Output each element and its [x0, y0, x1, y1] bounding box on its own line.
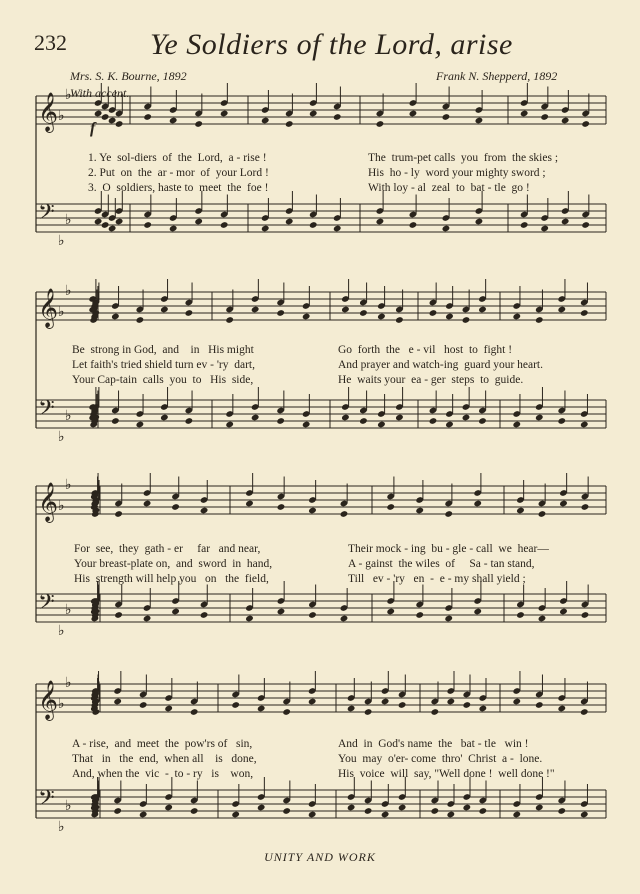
lyric-s2-v1-right: Go forth the e - vil host to fight !	[338, 344, 513, 356]
note-head	[245, 500, 254, 508]
note-head	[398, 804, 407, 812]
note-head	[540, 113, 549, 121]
note-head	[115, 218, 124, 226]
lyric-s2-v2-left: Let faith's tried shield turn ev - 'ry dart,	[72, 359, 255, 371]
note-head	[430, 708, 439, 716]
note-head	[139, 811, 148, 819]
tempo-marking: With accent.	[70, 86, 130, 100]
note-head	[409, 221, 418, 229]
note-head	[257, 705, 266, 713]
lyric-s3-v3-left: His strength will help you on the field,	[74, 573, 269, 585]
note-head	[302, 313, 311, 321]
note-head	[557, 705, 566, 713]
note-head	[475, 117, 484, 125]
note-head	[276, 309, 285, 317]
flat-sign: ♭	[65, 88, 72, 103]
note-head	[251, 414, 260, 422]
lyric-s1-v1-right: The trum-pet calls you from the skies ;	[368, 152, 559, 164]
note-head	[364, 807, 373, 815]
hymn-title: Ye Soldiers of the Lord, arise	[150, 28, 513, 61]
lyric-s4-v1-right: And in God's name the bat - tle win !	[338, 738, 529, 750]
flat-sign: ♭	[65, 676, 72, 691]
note-head	[538, 510, 547, 518]
lyric-s4-v2-left: That in the end, when all is done,	[72, 753, 257, 765]
note-head	[429, 417, 438, 425]
lyric-s4-v3-right: His voice will say, "Well done ! well done !"	[338, 768, 555, 780]
note-head	[386, 503, 395, 511]
lyric-s1-v1-left: 1. Ye sol-diers of the Lord, a - rise !	[88, 152, 267, 164]
note-head	[136, 421, 145, 429]
note-head	[580, 811, 589, 819]
flat-sign: ♭	[65, 213, 72, 228]
note-head	[194, 218, 203, 226]
note-head	[347, 804, 356, 812]
lyric-s4-v1-left: A - rise, and meet the pow'rs of sin,	[72, 738, 253, 750]
dynamic-marking: f	[90, 120, 96, 137]
note-head	[381, 811, 390, 819]
note-head	[512, 313, 521, 321]
note-head	[535, 701, 544, 709]
note-head	[520, 221, 529, 229]
flat-sign: ♭	[58, 697, 65, 712]
lyric-s3-v3-right: Till ev - 'ry en - e - my shall yield ;	[348, 573, 526, 585]
note-head	[462, 316, 471, 324]
note-head	[409, 110, 418, 118]
note-head	[478, 417, 487, 425]
note-head	[580, 421, 589, 429]
treble-clef: 𝄞	[38, 288, 59, 328]
note-head	[94, 218, 103, 226]
note-head	[442, 113, 451, 121]
note-head	[309, 110, 318, 118]
note-head	[261, 225, 270, 233]
note-head	[251, 306, 260, 314]
note-head	[276, 417, 285, 425]
note-head	[111, 313, 120, 321]
bass-clef: 𝄢	[38, 786, 55, 816]
note-head	[160, 306, 169, 314]
footer-section-title: UNITY AND WORK	[264, 850, 376, 864]
lyric-s3-v2-left: Your breast-plate on, and sword in hand,	[74, 558, 273, 570]
note-head	[340, 615, 349, 623]
flat-sign: ♭	[58, 624, 65, 639]
flat-sign: ♭	[58, 430, 65, 445]
note-head	[282, 807, 291, 815]
treble-clef: 𝄞	[38, 680, 59, 720]
note-head	[143, 615, 152, 623]
note-head	[171, 608, 180, 616]
treble-clef: 𝄞	[38, 92, 59, 132]
lyric-s4-v3-left: And, when the vic - to - ry is won,	[72, 768, 254, 780]
note-head	[194, 120, 203, 128]
note-head	[381, 698, 390, 706]
lyric-s1-v2-right: His ho - ly word your mighty sword ;	[368, 167, 546, 179]
flat-sign: ♭	[65, 409, 72, 424]
note-head	[101, 113, 110, 121]
note-head	[169, 117, 178, 125]
lyric-s3-v1-right: Their mock - ing bu - gle - call we hear—	[348, 543, 549, 555]
lyric-s4-v2-right: You may o'er- come thro' Christ a - lone.	[338, 753, 543, 765]
note-head	[108, 225, 117, 233]
note-head	[580, 708, 589, 716]
note-head	[285, 120, 294, 128]
note-head	[185, 417, 194, 425]
flat-sign: ♭	[65, 603, 72, 618]
note-head	[557, 807, 566, 815]
note-head	[113, 698, 122, 706]
note-head	[512, 811, 521, 819]
note-head	[200, 507, 209, 515]
note-head	[341, 306, 350, 314]
note-head	[308, 698, 317, 706]
note-head	[341, 414, 350, 422]
note-head	[478, 306, 487, 314]
note-head	[114, 611, 123, 619]
note-head	[445, 421, 454, 429]
bass-clef: 𝄢	[38, 590, 55, 620]
note-head	[302, 421, 311, 429]
note-head	[94, 110, 103, 118]
note-head	[377, 421, 386, 429]
note-head	[108, 117, 117, 125]
note-head	[478, 705, 487, 713]
bass-clef: 𝄢	[38, 396, 55, 426]
note-head	[557, 417, 566, 425]
note-head	[430, 807, 439, 815]
note-head	[473, 608, 482, 616]
note-head	[535, 414, 544, 422]
note-head	[231, 701, 240, 709]
note-head	[308, 507, 317, 515]
note-head	[561, 218, 570, 226]
note-head	[231, 811, 240, 819]
note-head	[462, 701, 471, 709]
words-credit: Mrs. S. K. Bourne, 1892	[70, 69, 187, 83]
note-head	[245, 615, 254, 623]
note-head	[535, 316, 544, 324]
note-head	[386, 608, 395, 616]
note-head	[446, 698, 455, 706]
lyric-s2-v1-left: Be strong in God, and in His might	[72, 344, 254, 356]
note-head	[185, 309, 194, 317]
flat-sign: ♭	[58, 234, 65, 249]
note-head	[190, 807, 199, 815]
flat-sign: ♭	[58, 499, 65, 514]
note-head	[225, 316, 234, 324]
note-head	[285, 218, 294, 226]
note-head	[364, 708, 373, 716]
note-head	[277, 503, 286, 511]
lyric-s3-v2-right: A - gainst the wiles of Sa - tan stand,	[348, 558, 535, 570]
bass-clef: 𝄢	[38, 200, 55, 230]
note-head	[540, 225, 549, 233]
lyric-s1-v3-left: 3. O soldiers, haste to meet the foe !	[88, 182, 269, 194]
note-head	[308, 811, 317, 819]
note-head	[340, 510, 349, 518]
music-credit: Frank N. Shepperd, 1892	[436, 69, 558, 83]
note-head	[415, 611, 424, 619]
note-head	[225, 421, 234, 429]
note-head	[308, 611, 317, 619]
note-head	[164, 804, 173, 812]
note-head	[101, 221, 110, 229]
note-head	[115, 120, 124, 128]
flat-sign: ♭	[58, 109, 65, 124]
note-head	[257, 804, 266, 812]
note-head	[160, 414, 169, 422]
lyric-s2-v3-right: He waits your ea - ger steps to guide.	[338, 374, 524, 386]
flat-sign: ♭	[65, 799, 72, 814]
lyric-s2-v2-right: And prayer and watch-ing guard your heart.	[338, 359, 544, 371]
note-head	[535, 804, 544, 812]
note-head	[143, 221, 152, 229]
note-head	[445, 313, 454, 321]
note-head	[516, 507, 525, 515]
note-head	[114, 510, 123, 518]
note-head	[143, 500, 152, 508]
note-head	[444, 510, 453, 518]
note-head	[164, 705, 173, 713]
note-head	[309, 221, 318, 229]
note-head	[580, 309, 589, 317]
note-head	[333, 225, 342, 233]
note-head	[512, 421, 521, 429]
note-head	[581, 120, 590, 128]
note-head	[398, 701, 407, 709]
note-head	[516, 611, 525, 619]
note-head	[559, 500, 568, 508]
note-head	[559, 608, 568, 616]
note-head	[557, 306, 566, 314]
note-head	[139, 701, 148, 709]
note-head	[395, 414, 404, 422]
note-head	[333, 113, 342, 121]
note-head	[282, 708, 291, 716]
lyric-s3-v1-left: For see, they gath - er far and near,	[74, 543, 261, 555]
note-head	[446, 811, 455, 819]
note-head	[169, 225, 178, 233]
note-head	[581, 221, 590, 229]
note-head	[376, 218, 385, 226]
note-head	[143, 113, 152, 121]
note-head	[377, 313, 386, 321]
note-head	[136, 316, 145, 324]
note-head	[347, 705, 356, 713]
flat-sign: ♭	[58, 305, 65, 320]
note-head	[277, 608, 286, 616]
note-head	[359, 309, 368, 317]
flat-sign: ♭	[65, 478, 72, 493]
note-head	[473, 500, 482, 508]
note-head	[444, 615, 453, 623]
note-head	[200, 611, 209, 619]
lyric-s2-v3-left: Your Cap-tain calls you to His side,	[72, 374, 254, 386]
note-head	[478, 807, 487, 815]
note-head	[561, 117, 570, 125]
note-head	[111, 417, 120, 425]
treble-clef: 𝄞	[38, 482, 59, 522]
page-number: 232	[34, 30, 67, 55]
note-head	[538, 615, 547, 623]
note-head	[395, 316, 404, 324]
note-head	[581, 503, 590, 511]
note-head	[581, 611, 590, 619]
note-head	[429, 309, 438, 317]
note-head	[475, 218, 484, 226]
note-head	[520, 110, 529, 118]
lyric-s1-v3-right: With loy - al zeal to bat - tle go !	[368, 182, 530, 194]
note-head	[171, 503, 180, 511]
note-head	[462, 414, 471, 422]
note-head	[261, 117, 270, 125]
note-head	[442, 225, 451, 233]
note-head	[376, 120, 385, 128]
note-head	[359, 417, 368, 425]
note-head	[462, 804, 471, 812]
note-head	[512, 698, 521, 706]
note-head	[415, 507, 424, 515]
flat-sign: ♭	[58, 820, 65, 835]
note-head	[220, 221, 229, 229]
lyric-s1-v2-left: 2. Put on the ar - mor of your Lord !	[88, 167, 269, 179]
note-head	[190, 708, 199, 716]
note-head	[220, 110, 229, 118]
note-head	[113, 807, 122, 815]
flat-sign: ♭	[65, 284, 72, 299]
